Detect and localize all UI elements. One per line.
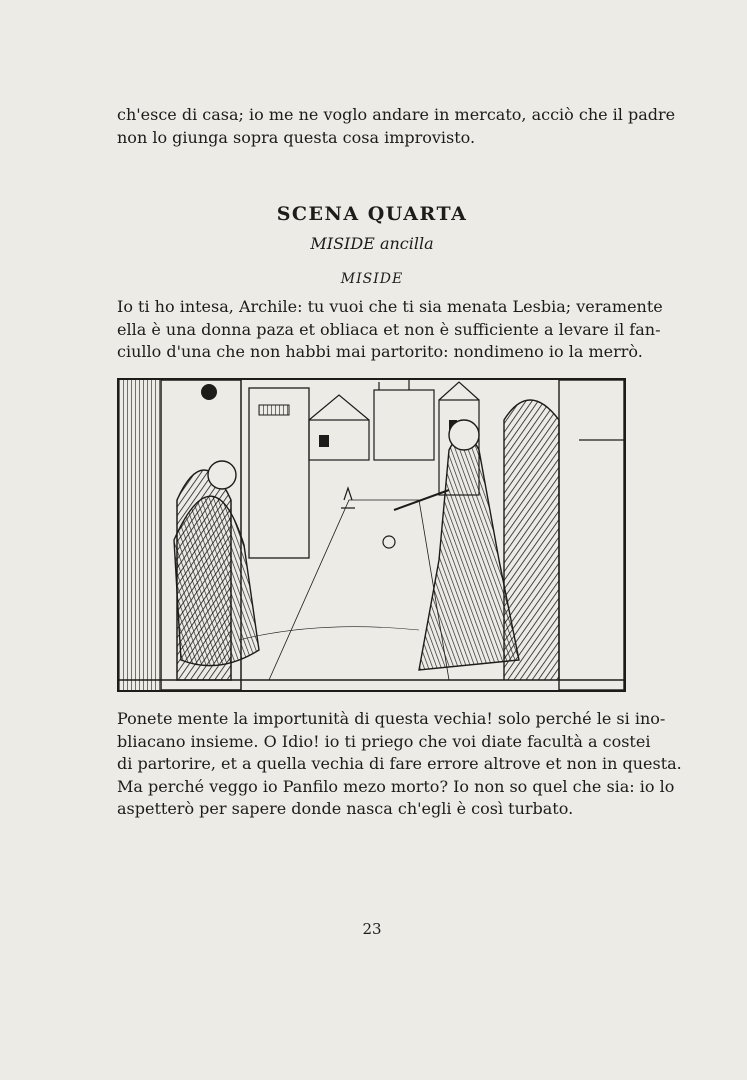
speech-paragraph-2 <box>117 708 682 821</box>
speech-paragraph-1 <box>117 296 663 364</box>
left-door-shadow <box>119 380 161 690</box>
speaker-name: MISIDE <box>340 271 404 287</box>
text-line: ciullo d'una che non habbi mai partorito: nondimeno io la merrò. <box>117 342 643 361</box>
text-line: di partorire, et a quella vechia di fare errore altrove et non in questa. <box>117 754 682 773</box>
woodcut-drawing <box>119 380 624 690</box>
left-figure <box>174 496 259 665</box>
scene-subtitle: MISIDE ancilla <box>310 234 434 253</box>
text-line: aspetterò per sapere donde nasca ch'egli è così turbato. <box>117 799 574 818</box>
text-line: Ma perché veggo io Panfilo mezo morto? Io non so quel che sia: io lo <box>117 776 675 796</box>
text-line: Io ti ho intesa, Archile: tu vuoi che ti sia menata Lesbia; veramente <box>117 297 663 316</box>
scene-title: SCENA QUARTA <box>276 203 468 225</box>
page-number: 23 <box>362 920 382 938</box>
text-line: ch'esce di casa; io me ne voglo andare in mercato, acciò che il padre <box>117 105 676 124</box>
woodcut-illustration <box>117 378 626 692</box>
text-line: ella è una donna paza et obliaca et non è sufficiente a levare il fan- <box>117 319 661 339</box>
intro-paragraph <box>117 104 676 149</box>
sun <box>201 384 217 400</box>
text-line: bliacano insieme. O Idio! io ti priego che voi diate facultà a costei <box>117 731 651 751</box>
text-line: Ponete mente la importunità di questa vechia! solo perché le si ino- <box>117 709 666 728</box>
text-line: non lo giunga sopra questa cosa improvisto. <box>117 127 476 147</box>
